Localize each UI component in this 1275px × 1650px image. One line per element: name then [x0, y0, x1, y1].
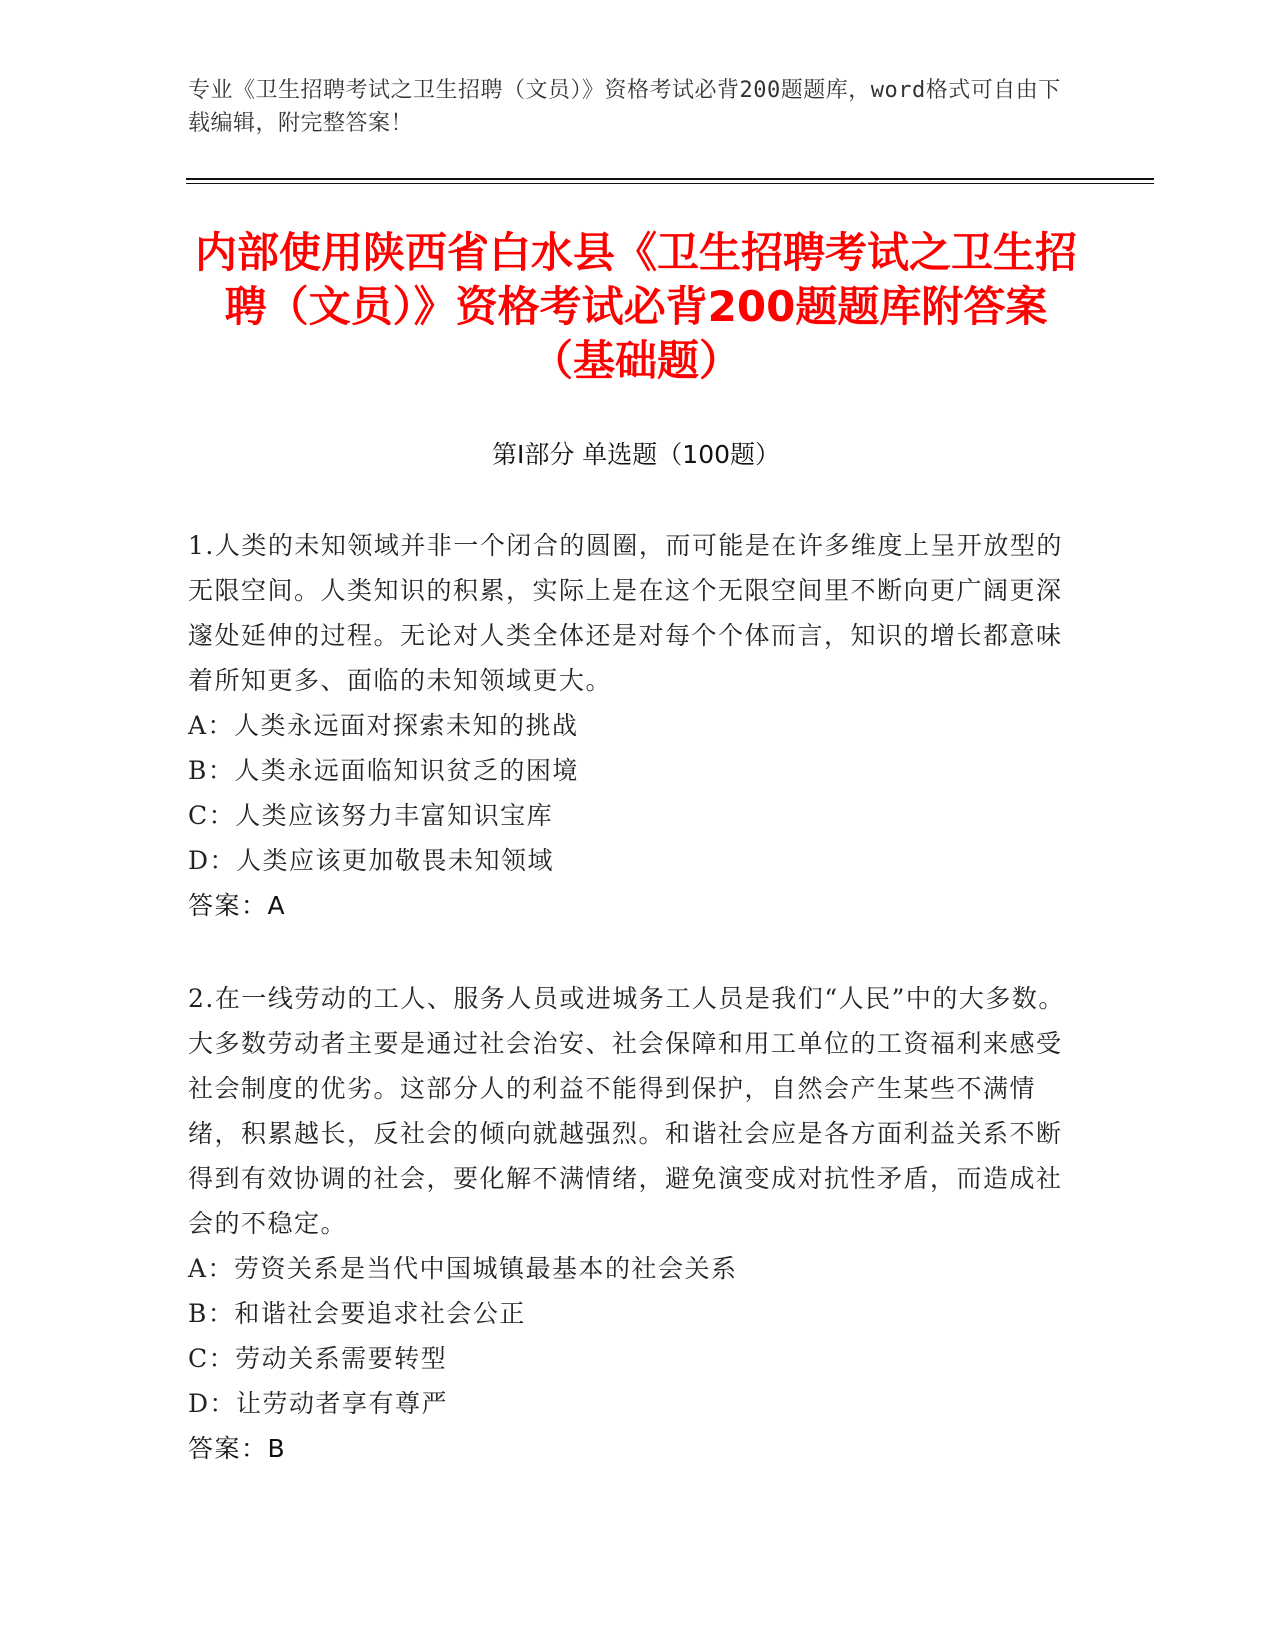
question-block: [188, 523, 1068, 928]
header-divider-thin: [186, 183, 1154, 184]
question-stem: 1.人类的未知领域并非一个闭合的圆圈，而可能是在许多维度上呈开放型的无限空间。人类知识的积累，实际上是在这个无限空间里不断向更广阔更深邃处延伸的过程。无论对人类全体还是对每个个体而言，知识的增长都意味着所知更多、面临的未知领域更大。: [188, 531, 1063, 695]
answer-line: 答案：B: [188, 1434, 287, 1463]
option-d: D：人类应该更加敬畏未知领域: [188, 846, 555, 875]
question-stem: 2.在一线劳动的工人、服务人员或进城务工人员是我们“人民”中的大多数。大多数劳动者主要是通过社会治安、社会保障和用工单位的工资福利来感受社会制度的优劣。这部分人的利益不能得到保护，自然会产生某些不满情绪，积累越长，反社会的倾向就越强烈。和谐社会应是各方面利益关系不断得到有效协调的社会，要化解不满情绪，避免演变成对抗性矛盾，而造成社会的不稳定。: [188, 984, 1065, 1238]
option-b: B：和谐社会要追求社会公正: [188, 1299, 526, 1328]
section-heading: 第Ⅰ部分 单选题（100题）: [491, 440, 781, 469]
question-block: [188, 976, 1068, 1471]
option-b: B：人类永远面临知识贫乏的困境: [188, 756, 579, 785]
option-c: C：劳动关系需要转型: [188, 1344, 448, 1373]
option-a: A：人类永远面对探索未知的挑战: [188, 711, 579, 740]
header-divider-thick: [186, 178, 1154, 180]
document-title: 内部使用陕西省白水县《卫生招聘考试之卫生招聘（文员）》资格考试必背200题题库附答案（基础题）: [194, 228, 1077, 385]
option-d: D：让劳动者享有尊严: [188, 1389, 449, 1418]
option-a: A：劳资关系是当代中国城镇最基本的社会关系: [188, 1254, 738, 1283]
option-c: C：人类应该努力丰富知识宝库: [188, 801, 554, 830]
header-note: 专业《卫生招聘考试之卫生招聘（文员）》资格考试必背200题题库，word格式可自由下载编辑，附完整答案！: [188, 78, 1061, 136]
answer-line: 答案：A: [188, 891, 287, 920]
